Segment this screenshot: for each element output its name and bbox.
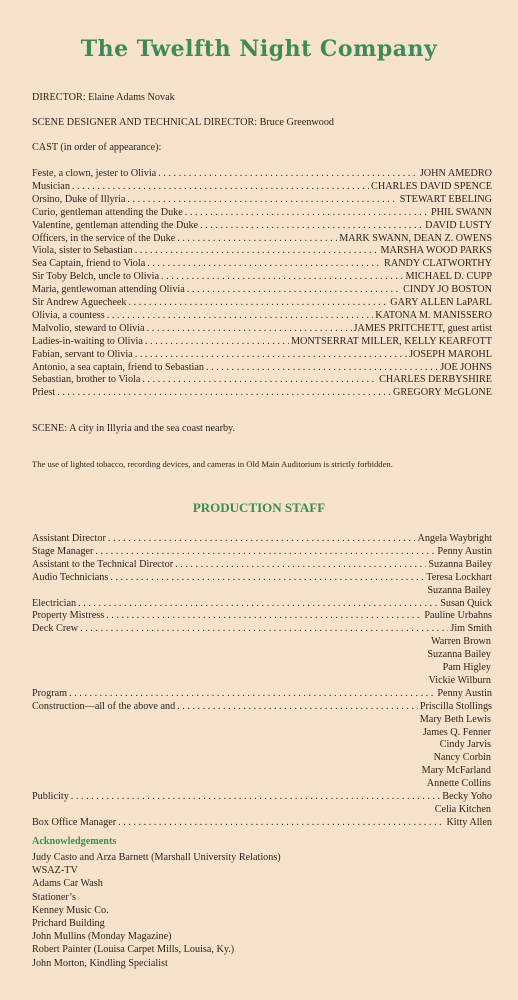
- staff-row-label: Stage Manager: [32, 545, 94, 557]
- staff-row-value: Kitty Allen: [446, 816, 492, 828]
- cast-row-label: Sir Andrew Aguecheek: [32, 297, 127, 308]
- dot-leader: [106, 610, 422, 621]
- staff-name: Pam Higley: [442, 662, 491, 673]
- cast-row: [32, 271, 492, 284]
- dot-leader: [147, 323, 352, 334]
- cast-row-value: JOSEPH MAROHL: [409, 348, 492, 360]
- dot-leader: [95, 546, 435, 557]
- cast-row-value: GREGORY McGLONE: [393, 387, 492, 399]
- staff-name: Nancy Corbin: [433, 752, 491, 764]
- acknowledgement-item: Kenney Music Co.: [32, 904, 109, 916]
- dot-leader: [129, 297, 389, 308]
- acknowledgement-item: John Mullins (Monday Magazine): [32, 931, 172, 943]
- staff-row: [32, 546, 492, 559]
- staff-row: [32, 533, 492, 546]
- cast-row-value: RANDY CLATWORTHY: [384, 258, 492, 270]
- cast-row-label: Curio, gentleman attending the Duke: [32, 206, 183, 218]
- dot-leader: [187, 284, 401, 295]
- dot-leader: [206, 362, 438, 373]
- staff-row: [32, 623, 492, 636]
- staff-row: [32, 598, 492, 611]
- cast-row-label: Malvolio, steward to Olivia: [32, 322, 145, 334]
- dot-leader: [177, 233, 337, 244]
- staff-row-value: Penny Austin: [437, 687, 492, 699]
- staff-row-label: Audio Technicians: [32, 571, 109, 583]
- dot-leader: [147, 258, 382, 269]
- cast-row-value: PHIL SWANN: [430, 206, 492, 218]
- staff-row: [32, 688, 492, 701]
- cast-row: [32, 310, 492, 323]
- acknowledgement-item: John Morton, Kindling Specialist: [32, 957, 168, 969]
- staff-row-value: Priscilla Stollings: [419, 700, 492, 712]
- acknowledgement-item: Robert Painter (Louisa Carpet Mills, Louisa, Ky.): [32, 944, 235, 956]
- staff-row-value: Penny Austin: [437, 545, 492, 557]
- cast-row-value: MARSHA WOOD PARKS: [380, 245, 492, 257]
- dot-leader: [177, 701, 418, 712]
- staff-row: [32, 791, 492, 804]
- dot-leader: [175, 559, 426, 570]
- acknowledgement-item: Adams Car Wash: [32, 878, 103, 890]
- staff-row-value: Suzanna Bailey: [428, 558, 492, 570]
- cast-row-label: Maria, gentlewoman attending Olivia: [32, 284, 185, 296]
- cast-row: [32, 207, 492, 220]
- staff-name: Celia Kitchen: [434, 803, 491, 815]
- cast-row: [32, 168, 492, 181]
- staff-row-value: Angela Waybright: [417, 533, 492, 544]
- staff-row-label: Construction—all of the above and: [32, 700, 176, 712]
- cast-row-label: Sir Toby Belch, uncle to Olivia: [32, 271, 159, 283]
- acknowledgement-item: WSAZ-TV: [32, 865, 78, 877]
- dot-leader: [135, 245, 379, 256]
- cast-row-value: CHARLES DERBYSHIRE: [379, 374, 492, 386]
- dot-leader: [127, 194, 397, 205]
- dot-leader: [72, 181, 369, 192]
- staff-name: James Q. Fenner: [422, 726, 491, 738]
- cast-row: [32, 336, 492, 349]
- cast-row-value: GARY ALLEN LaPARL: [390, 297, 492, 308]
- cast-row-value: MICHAEL D. CUPP: [405, 271, 492, 283]
- staff-row-value: Jim Smith: [450, 623, 492, 635]
- staff-name: Mary McFarland: [421, 765, 491, 777]
- staff-row-label: Publicity: [32, 791, 69, 802]
- cast-row-label: Viola, sister to Sebastian: [32, 245, 133, 257]
- acknowledgement-item: Judy Casto and Arza Barnett (Marshall University Relations): [32, 852, 281, 863]
- dot-leader: [108, 533, 416, 544]
- cast-row-value: MONTSERRAT MILLER, KELLY KEARFOTT: [290, 335, 492, 347]
- cast-row: [32, 220, 492, 233]
- cast-row-value: STEWART EBELING: [399, 193, 492, 205]
- staff-row: [32, 610, 492, 623]
- cast-row-label: Orsino, Duke of Illyria: [32, 193, 126, 205]
- staff-name: Cindy Jarvis: [439, 739, 491, 751]
- staff-name: Warren Brown: [431, 636, 491, 648]
- staff-row-value: Teresa Lockhart: [426, 571, 492, 583]
- staff-row: [32, 701, 492, 714]
- cast-row-value: MARK SWANN, DEAN Z. OWENS: [339, 232, 492, 244]
- dot-leader: [142, 374, 377, 385]
- company-title: The Twelfth Night Company: [80, 36, 438, 62]
- dot-leader: [161, 271, 403, 282]
- notice: The use of lighted tobacco, recording devices, and cameras in Old Main Auditorium is strictly forbidden.: [32, 459, 393, 469]
- staff-row-label: Assistant Director: [32, 533, 106, 544]
- dot-leader: [118, 817, 444, 828]
- dot-leader: [107, 310, 374, 321]
- cast-row-label: Feste, a clown, jester to Olivia: [32, 168, 157, 179]
- director-line: DIRECTOR: Elaine Adams Novak: [32, 92, 175, 103]
- dot-leader: [135, 349, 407, 360]
- staff-row-label: Assistant to the Technical Director: [32, 558, 174, 570]
- dot-leader: [57, 387, 391, 398]
- cast-row: [32, 349, 492, 362]
- cast-row-value: JAMES PRITCHETT, guest artist: [353, 322, 492, 334]
- staff-row-label: Electrician: [32, 597, 77, 609]
- cast-row-label: Olivia, a countess: [32, 309, 105, 321]
- staff-row-value: Pauline Urbahns: [424, 610, 492, 622]
- cast-row: [32, 284, 492, 297]
- staff-row-label: Box Office Manager: [32, 816, 117, 828]
- cast-row: [32, 258, 492, 271]
- dot-leader: [80, 623, 448, 634]
- acknowledgements-heading: Acknowledgements: [32, 836, 117, 847]
- dot-leader: [145, 336, 289, 347]
- scene-designer-line: SCENE DESIGNER AND TECHNICAL DIRECTOR: Bruce Greenwood: [32, 117, 335, 128]
- cast-row-value: CHARLES DAVID SPENCE: [371, 180, 492, 192]
- cast-row: [32, 374, 492, 387]
- production-staff-heading: PRODUCTION STAFF: [192, 500, 326, 515]
- staff-name: Suzanna Bailey: [427, 584, 491, 596]
- cast-row: [32, 297, 492, 310]
- cast-row-label: Officers, in the service of the Duke: [32, 232, 176, 244]
- staff-row: [32, 572, 492, 585]
- staff-row: [32, 559, 492, 572]
- cast-row-label: Ladies-in-waiting to Olivia: [32, 335, 143, 347]
- cast-heading: CAST (in order of appearance):: [32, 142, 162, 153]
- acknowledgement-item: Prichard Building: [32, 918, 105, 929]
- dot-leader: [185, 207, 429, 218]
- dot-leader: [69, 688, 435, 699]
- cast-row: [32, 245, 492, 258]
- dot-leader: [110, 572, 424, 583]
- staff-name: Suzanna Bailey: [427, 649, 491, 661]
- cast-row-value: DAVID LUSTY: [425, 219, 492, 231]
- cast-row: [32, 323, 492, 336]
- cast-row-label: Musician: [32, 180, 70, 192]
- cast-row-value: JOHN AMEDRO: [419, 168, 492, 179]
- dot-leader: [71, 791, 440, 802]
- cast-row: [32, 362, 492, 375]
- cast-row: [32, 181, 492, 194]
- staff-row-value: Becky Yoho: [442, 791, 492, 802]
- cast-row-label: Priest: [32, 387, 56, 399]
- dot-leader: [200, 220, 423, 231]
- dot-leader: [78, 598, 438, 609]
- staff-name: Annette Collins: [426, 778, 491, 790]
- cast-row: [32, 233, 492, 246]
- cast-row: [32, 387, 492, 400]
- staff-row-value: Susan Quick: [440, 597, 492, 609]
- cast-row-label: Sebastian, brother to Viola: [32, 374, 141, 386]
- dot-leader: [158, 168, 418, 179]
- cast-row-label: Antonio, a sea captain, friend to Sebastian: [32, 361, 205, 373]
- cast-row-label: Valentine, gentleman attending the Duke: [32, 219, 199, 231]
- scene-line: SCENE: A city in Illyria and the sea coast nearby.: [32, 423, 236, 434]
- cast-row-label: Fabian, servant to Olivia: [32, 348, 133, 360]
- staff-name: Vickie Wilburn: [428, 674, 491, 686]
- staff-row-label: Deck Crew: [32, 623, 79, 635]
- staff-row: [32, 817, 492, 830]
- cast-row-value: KATONA M. MANISSERO: [375, 309, 492, 321]
- staff-name: Mary Beth Lewis: [419, 713, 491, 725]
- cast-row-value: CINDY JO BOSTON: [403, 284, 492, 296]
- staff-row-label: Program: [32, 687, 68, 699]
- cast-row-label: Sea Captain, friend to Viola: [32, 258, 146, 270]
- acknowledgement-item: Stationer’s: [32, 891, 76, 903]
- staff-row-label: Property Mistress: [32, 610, 105, 622]
- cast-row-value: JOE JOHNS: [440, 361, 492, 373]
- cast-row: [32, 194, 492, 207]
